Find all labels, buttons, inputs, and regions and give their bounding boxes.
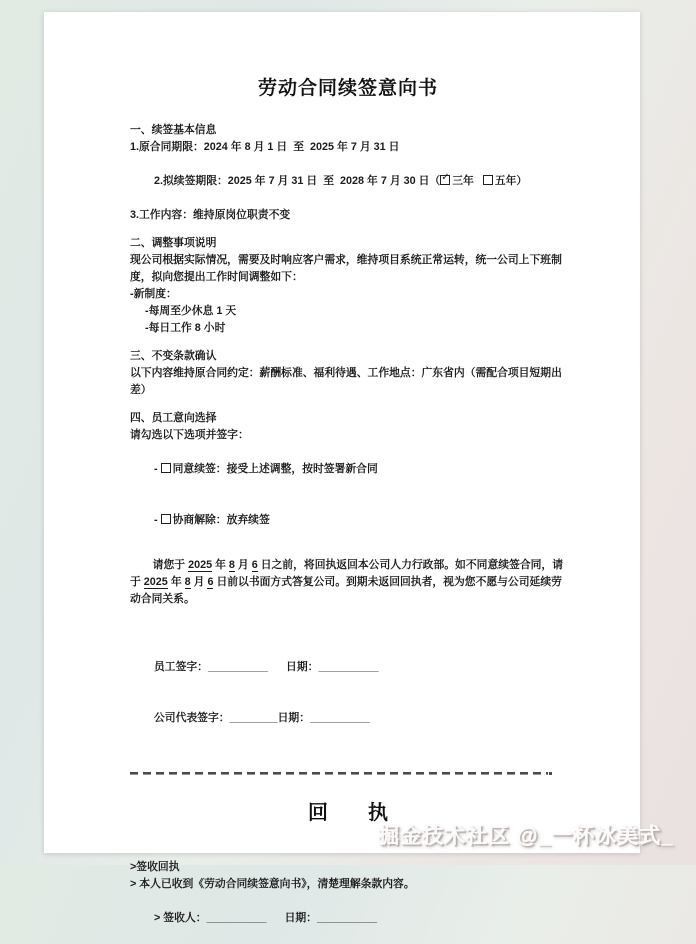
section1-heading: 一、续签基本信息 bbox=[130, 124, 217, 136]
section2-heading: 二、调整事项说明 bbox=[130, 237, 217, 249]
section-unchanged-terms bbox=[130, 348, 566, 399]
section-employee-choice bbox=[130, 410, 566, 546]
renewal-term-row bbox=[130, 156, 566, 207]
option-terminate-label: 协商解除：放弃续签 bbox=[172, 514, 270, 526]
receipt-date-label: 日期： bbox=[284, 912, 317, 924]
receipt-date-blank: __________ bbox=[316, 912, 378, 924]
option-agree-row bbox=[130, 444, 566, 495]
watermark-credit: 掘金技术社区 @_一杯冰美式_ bbox=[378, 825, 674, 848]
option-3yr-label: 三年 bbox=[452, 175, 474, 187]
policy-rest-days: -每周至少休息 1 天 bbox=[145, 305, 237, 317]
bullet-dash: - bbox=[154, 463, 161, 475]
check-icon: ✓ bbox=[441, 172, 450, 183]
receipt-sign-row bbox=[130, 893, 566, 944]
option-5yr-label: 五年 bbox=[494, 175, 517, 187]
receipt-heading: >签收回执 bbox=[130, 861, 180, 873]
receipt-title: 回 执 bbox=[308, 802, 388, 824]
separator-end-dot bbox=[549, 772, 552, 775]
policy-work-hours: -每日工作 8 小时 bbox=[145, 322, 226, 334]
checkbox-unchecked-5yr-icon[interactable] bbox=[483, 175, 493, 185]
employee-signature-label: 员工签字： bbox=[154, 661, 208, 673]
section3-heading: 三、不变条款确认 bbox=[130, 350, 217, 362]
notice-text: 年 bbox=[167, 576, 185, 588]
notice-text: 年 bbox=[212, 559, 229, 571]
return-deadline-paragraph bbox=[130, 557, 566, 608]
document-title: 劳动合同续签意向书 bbox=[257, 78, 438, 99]
original-contract-term: 1.原合同期限：2024 年 8 月 1 日 至 2025 年 7 月 31 日 bbox=[130, 141, 400, 153]
adjustment-paragraph: 现公司根据实际情况，需要及时响应客户需求，维持项目系统正常运转，统一公司上下班制度，拟向您提出工作时间调整如下： bbox=[130, 254, 562, 283]
option-terminate-row bbox=[130, 495, 566, 546]
section-separator-dashed bbox=[130, 772, 552, 775]
receiver-label: > 签收人： bbox=[154, 912, 207, 924]
document-page bbox=[44, 12, 640, 924]
deadline-year: 2025 bbox=[188, 559, 213, 571]
section-basic-info bbox=[130, 122, 566, 224]
notice-text: 月 bbox=[190, 576, 208, 588]
section-adjustments bbox=[130, 235, 566, 337]
employee-signature-blank: __________ bbox=[207, 661, 269, 673]
signature-block bbox=[130, 642, 566, 744]
company-signature-label: 公司代表签字： bbox=[154, 712, 230, 724]
deadline-day-2: 6 bbox=[207, 576, 214, 588]
employee-date-blank: __________ bbox=[318, 661, 379, 673]
unchanged-terms-paragraph: 以下内容维持原合同约定：薪酬标准、福利待遇、工作地点：广东省内（需配合项目短期出差） bbox=[130, 367, 562, 396]
work-content-line: 3.工作内容：维持原岗位职责不变 bbox=[130, 209, 291, 221]
company-signature-row bbox=[130, 693, 566, 744]
company-date-label: 日期： bbox=[277, 712, 311, 724]
checkbox-checked-3yr-icon[interactable] bbox=[440, 172, 450, 185]
choice-intro: 请勾选以下选项并签字： bbox=[130, 429, 249, 441]
checkbox-agree-icon[interactable] bbox=[161, 463, 171, 473]
bullet-dash: - bbox=[154, 514, 161, 526]
option-agree-label: 同意续签：接受上述调整，按时签署新合同 bbox=[172, 463, 378, 475]
employee-signature-row bbox=[130, 642, 566, 693]
new-policy-label: -新制度： bbox=[130, 288, 177, 300]
renewal-term-text: 2.拟续签期限：2025 年 7 月 31 日 至 2028 年 7 月 30 日（ bbox=[154, 175, 441, 187]
deadline-month: 8 bbox=[228, 559, 235, 571]
deadline-month-2: 8 bbox=[184, 576, 191, 588]
receipt-acknowledgement: > 本人已收到《劳动合同续签意向书》，清楚理解条款内容。 bbox=[130, 878, 415, 890]
employee-date-label: 日期： bbox=[286, 661, 319, 673]
notice-text: 日前以书面方式答复公司。到期未返回回执者，视为您不愿与公司延续劳动合同关系。 bbox=[130, 576, 562, 605]
receiver-blank: __________ bbox=[206, 912, 267, 924]
company-signature-blank: ________ bbox=[229, 712, 278, 724]
checkbox-terminate-icon[interactable] bbox=[161, 514, 171, 524]
deadline-year-2: 2025 bbox=[143, 576, 168, 588]
notice-text: 月 bbox=[234, 559, 252, 571]
renewal-term-close-paren: ） bbox=[516, 175, 528, 187]
section4-heading: 四、员工意向选择 bbox=[130, 412, 217, 424]
document-content bbox=[130, 76, 566, 944]
notice-text: 日之前，将回执返回本公司人力行政部。如不同意续签合同，请于 bbox=[130, 559, 564, 588]
receipt-block bbox=[130, 859, 566, 944]
deadline-day: 6 bbox=[251, 559, 258, 571]
company-date-blank: __________ bbox=[310, 712, 371, 724]
notice-text: 请您于 bbox=[152, 559, 189, 571]
